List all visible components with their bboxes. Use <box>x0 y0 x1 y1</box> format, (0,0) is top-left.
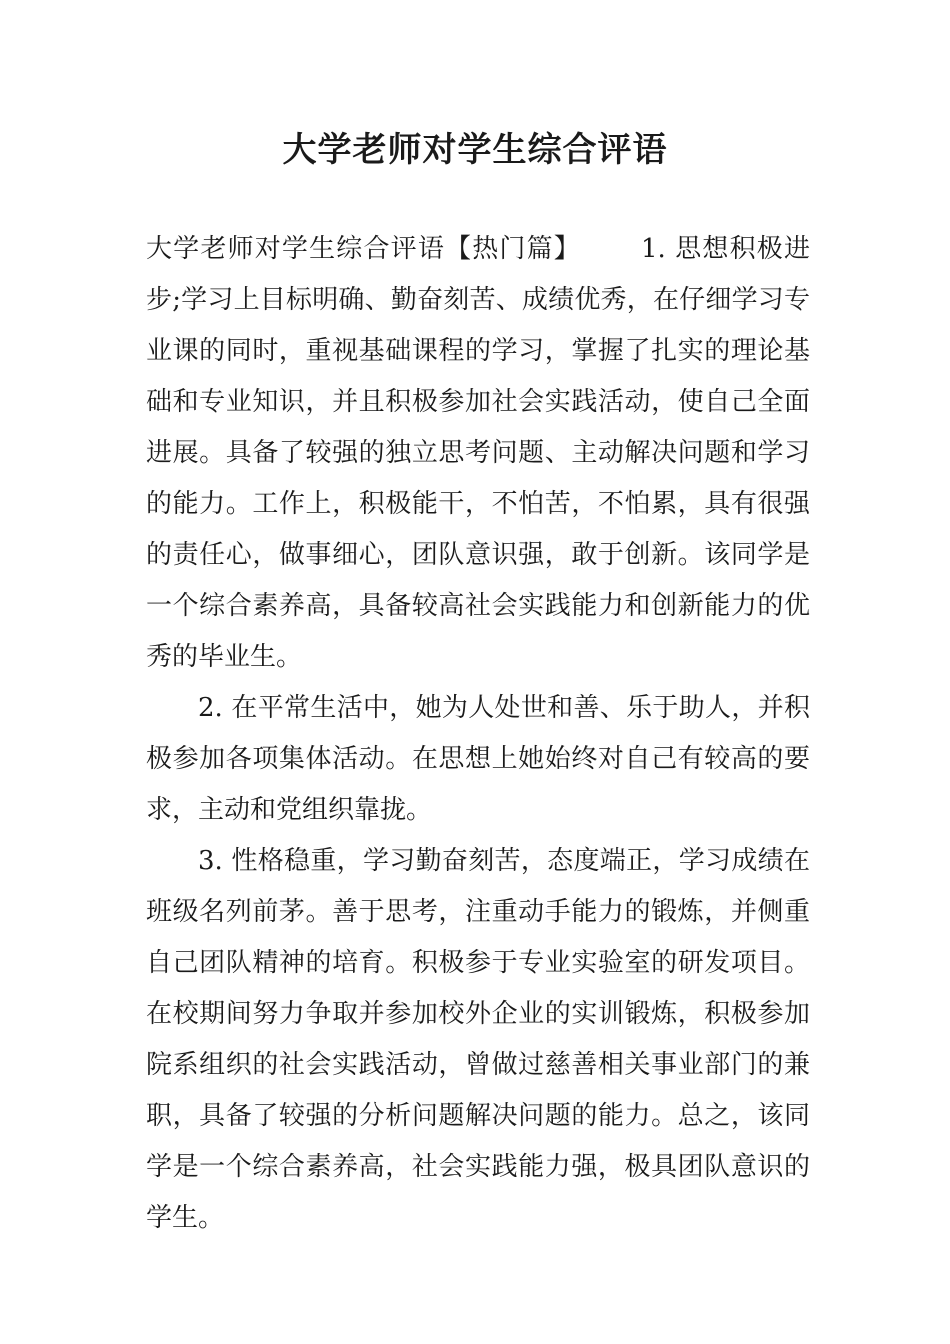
document-title: 大学老师对学生综合评语 <box>282 130 668 170</box>
intro-heading: 大学老师对学生综合评语【热门篇】 <box>146 234 581 264</box>
paragraph-1-text: 1. 思想积极进步;学习上目标明确、勤奋刻苦、成绩优秀，在仔细学习专业课的同时，重视基础课程的学习，掌握了扎实的理论基础和专业知识，并且积极参加社会实践活动，使自己全面进展。具备了较强的独立思考问题、主动解决问题和学习的能力。工作上，积极能干，不怕苦，不怕累，具有很强的责任心，做事细心，团队意识强，敢于创新。该同学是一个综合素养高，具备较高社会实践能力和创新能力的优秀的毕业生。 <box>146 234 810 672</box>
document-body <box>146 224 810 1244</box>
paragraph-2: 2. 在平常生活中，她为人处世和善、乐于助人，并积极参加各项集体活动。在思想上她始终对自己有较高的要求，主动和党组织靠拢。 <box>146 693 810 825</box>
paragraph-3: 3. 性格稳重，学习勤奋刻苦，态度端正，学习成绩在班级名列前茅。善于思考，注重动手能力的锻炼，并侧重自己团队精神的培育。积极参于专业实验室的研发项目。在校期间努力争取并参加校外企业的实训锻炼，积极参加院系组织的社会实践活动，曾做过慈善相关事业部门的兼职，具备了较强的分析问题解决问题的能力。总之，该同学是一个综合素养高，社会实践能力强，极具团队意识的学生。 <box>146 846 810 1233</box>
paragraph-1 <box>146 224 810 683</box>
